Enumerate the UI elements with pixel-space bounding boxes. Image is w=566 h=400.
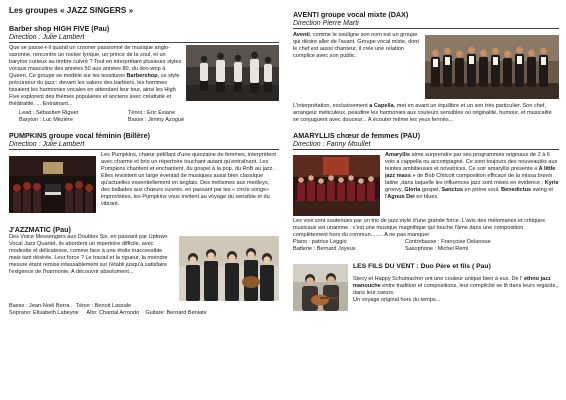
member-baryton: Baryton : Luc Mézière xyxy=(19,117,73,123)
section-direction: Direction : Fanny Moullet xyxy=(293,140,559,150)
member-basse: Basse : Jean-Noël Berra xyxy=(9,303,70,309)
section-jazzmatic xyxy=(9,225,279,317)
member-contrebasse: Contrebasse : Françoise Delanoue xyxy=(405,239,491,245)
left-column xyxy=(9,6,279,317)
aventi-text-1: Aventi, comme le souligne son nom est un groupe qui désire aller de l'avant. Groupe vocal mixte, dont le chef est aussi chanteur, il crée une relation complice avec son public. xyxy=(293,32,419,59)
section-high-five xyxy=(9,24,279,124)
section-pumpkins xyxy=(9,131,279,215)
member-basse: Basse : Jimmy Azogué xyxy=(128,117,185,123)
section-title: LES FILS DU VENT : Duo Père et fils ( Pau) xyxy=(353,263,491,270)
amaryllis-members xyxy=(293,239,559,253)
amaryllis-photo xyxy=(293,155,380,216)
member-batterie: Batterie : Bernard Joyeux xyxy=(293,246,356,252)
jazzmatic-text: Des Voice Messengers aux Doubles Six, en passant par Uptown Vocal Jazz Quartet, ils abordent un répertoire difficile, avec modestie et délicatesse, comme face à une étoile inaccessible mais tant désirée. Leur force ? Le travail et la rigueur, la moindre mesure étant remise inlassablement sur l'établi jusqu'à satisfaire l'exigence de l'harmonie. A découvrir absolument... xyxy=(9,234,168,275)
section-title: PUMPKINS groupe vocal féminin (Billère) xyxy=(9,131,150,140)
jazzmatic-members xyxy=(9,303,279,317)
member-lead: Lead : Sébastien Riguet xyxy=(19,110,79,116)
member-soprano: Soprano: Elisabeth Labeyrie xyxy=(9,310,79,316)
member-tenor: Ténor : Eric Esiane xyxy=(128,110,176,116)
section-title: AVENTI groupe vocal mixte (DAX) xyxy=(293,10,409,19)
aventi-text-2: L'interprétation, exclusivement a Capella, met en avant un équilibre et un son très particulier. Son chef, arrangeur méticuleux, peaufine les harmonies aux couleurs sensibles où originalité, humour, et musicalité se conjuguent avec douceur... A écouter même les yeux fermés... xyxy=(293,103,552,123)
fils-du-vent-text: Stecy et Happy Schumacher ont une couleur unique bien à eux. De l' ethno jazz manouche entre tradition et compositions, leur complicité se lit dans leurs regards,, dans leur cœurs. xyxy=(353,276,559,296)
member-alto: Alto: Chantal Arrondo xyxy=(86,310,140,316)
jazzmatic-photo xyxy=(179,236,279,301)
member-guitare: Guitare: Bernard Beniate xyxy=(145,310,207,316)
aventi-photo xyxy=(425,35,559,99)
section-fils-du-vent xyxy=(293,262,559,313)
section-direction: Direction Pierre Marti xyxy=(293,19,559,29)
high-five-text: Que se passe-t-il quand un crooner passionné de musique anglo-saxonne, rencontre un rocker lyrique, un prince de la soul, et un baryton curieux au timbre cuivré ? Tout en interprétant plusieurs styles vocaux masculins des années 50 aux années 80, du doo-wop à Queen. Ce groupe se modèle sur les tessitures Barbershop, ce style précurseur du jazz : devant les salons des barbiers, les hommes tissaient les harmonies vocales en attendant leur tour, ainsi les High Five explorent des thèmes populaires et anciens avec créativité et théâtralité. ... Entrainant... xyxy=(9,45,182,107)
pumpkins-photo xyxy=(9,156,96,213)
fils-du-vent-photo xyxy=(293,264,348,311)
section-amaryllis xyxy=(293,131,559,253)
member-saxophone: Saxophone : Michel Remi xyxy=(405,246,469,252)
high-five-photo xyxy=(186,45,279,101)
member-piano: Piano : patrice Leggio xyxy=(293,239,347,245)
right-column xyxy=(293,6,559,313)
amaryllis-text: Amaryllis aime surprendre par ses programmes originaux de 2 à 6 voix a cappella ou accompagné. Ce sont toujours des nouveautés aux teintes ambitieuses et novatrices. Ce soir amaryllis présente « A little jazz mass » de Bob Chilcott composition efficace de la missa brevis latine ,dans laquelle les influences jazz sont mises en évidence : Kyrie groovy, Gloria gospel, Sanctus en prière soul, Benedictus swing et l'Agnus Dei en blues. xyxy=(385,152,559,200)
section-aventi xyxy=(293,10,559,124)
section-title: Barber shop HIGH FIVE (Pau) xyxy=(9,24,110,33)
high-five-members xyxy=(9,110,279,124)
pumpkins-text: Les Pumpkins, chœur pétillant d'une quinzaine de femmes, interprètent avec charme et brio un répertoire touchant autant qu'entraînant. Les Pumpkins chantent et enchantent, du gospel à la pop, du RnB au jazz. Elles revisitent un large éventail de musiques aussi bien classique qu'actuelles essentiellement en anglais. Des mélismes aux medleys, des ballades aux chœurs cuivrés, en passant par les « circle songs» improvisées, les Pumpkins vous invitent au voyage du sensible et du vibrant. xyxy=(101,152,276,207)
section-direction: Direction : Julie Lambert xyxy=(9,33,279,43)
section-title: J'AZZMATIC (Pau) xyxy=(9,225,71,234)
member-tenor: Ténor : Benoit Lassale xyxy=(75,303,132,309)
amaryllis-text-2: Les voix sont soutenues par un trio de jazz stylé d'une grande force. L'avis des mélomanes et critiques musicaux est unanime : c'est une musique magnifique qui touche l'âme dans une composition complètement hors du commun........ A ne pas manquer xyxy=(293,218,545,238)
fils-du-vent-text-2: Un voyage original hors du temps... xyxy=(353,297,441,303)
section-direction: Direction : Julie Lambert xyxy=(9,140,279,150)
section-title: AMARYLLIS chœur de femmes (PAU) xyxy=(293,131,420,140)
page-heading: Les groupes « JAZZ SINGERS » xyxy=(9,6,134,15)
